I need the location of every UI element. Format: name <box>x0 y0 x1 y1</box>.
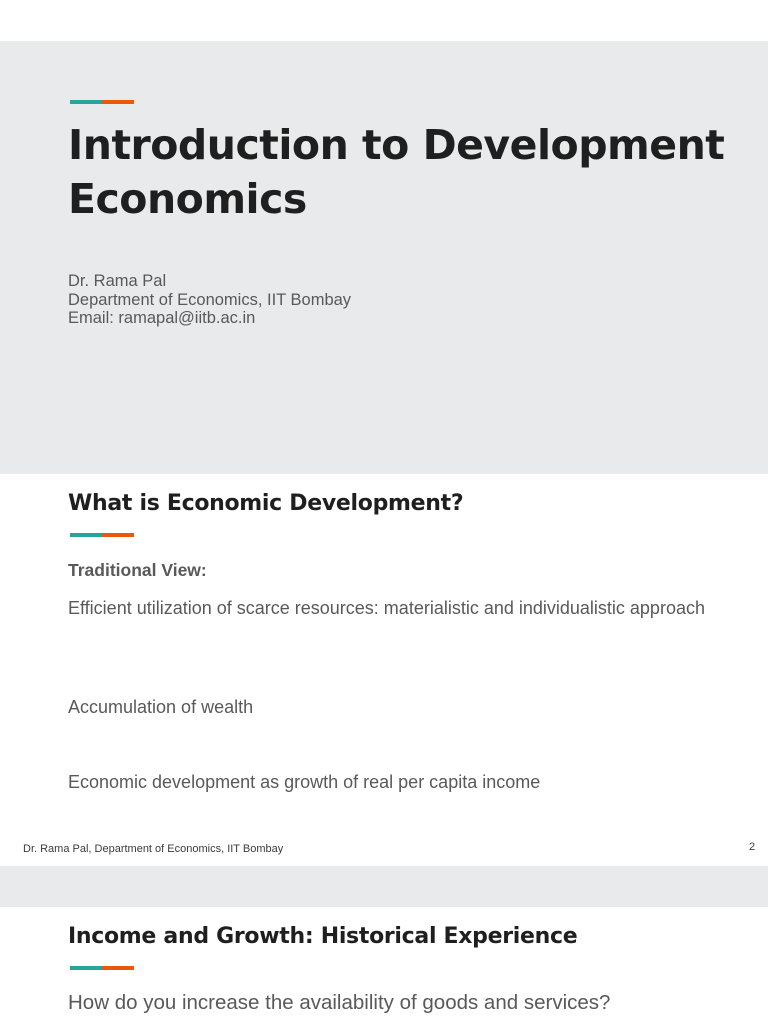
author-email: Email: ramapal@iitb.ac.in <box>68 309 256 327</box>
point-growth-per-capita-income: Economic development as growth of real per capita income <box>68 772 541 792</box>
traditional-view-label: Traditional View: <box>68 560 207 580</box>
author-department: Department of Economics, IIT Bombay <box>68 290 352 309</box>
accent-bar <box>70 966 134 970</box>
page-number: 2 <box>749 841 756 853</box>
title-line-1: Introduction to Development <box>68 121 725 169</box>
slide-footer: Dr. Rama Pal, Department of Economics, IIT Bombay <box>23 843 284 855</box>
accent-bar-orange <box>102 533 134 537</box>
slide-separator <box>0 866 768 907</box>
slide-3-question: How do you increase the availability of goods and services? <box>68 991 611 1014</box>
point-accumulation-of-wealth: Accumulation of wealth <box>68 697 254 717</box>
accent-bar-teal <box>70 533 102 537</box>
title-slide <box>0 41 768 474</box>
slide-3-heading: Income and Growth: Historical Experience <box>68 924 578 949</box>
accent-bar-teal <box>70 100 102 104</box>
accent-bar <box>70 533 134 537</box>
author-name: Dr. Rama Pal <box>68 272 167 290</box>
accent-bar <box>70 100 134 104</box>
accent-bar-orange <box>102 966 134 970</box>
content-slide-2 <box>0 474 768 866</box>
slide-2-heading: What is Economic Development? <box>68 491 464 516</box>
presentation-title <box>68 118 738 226</box>
author-info <box>68 272 351 328</box>
accent-bar-teal <box>70 966 102 970</box>
point-efficient-utilization: Efficient utilization of scarce resources: materialistic and individualistic approach <box>68 598 705 618</box>
accent-bar-orange <box>102 100 134 104</box>
title-line-2: Economics <box>68 175 307 223</box>
